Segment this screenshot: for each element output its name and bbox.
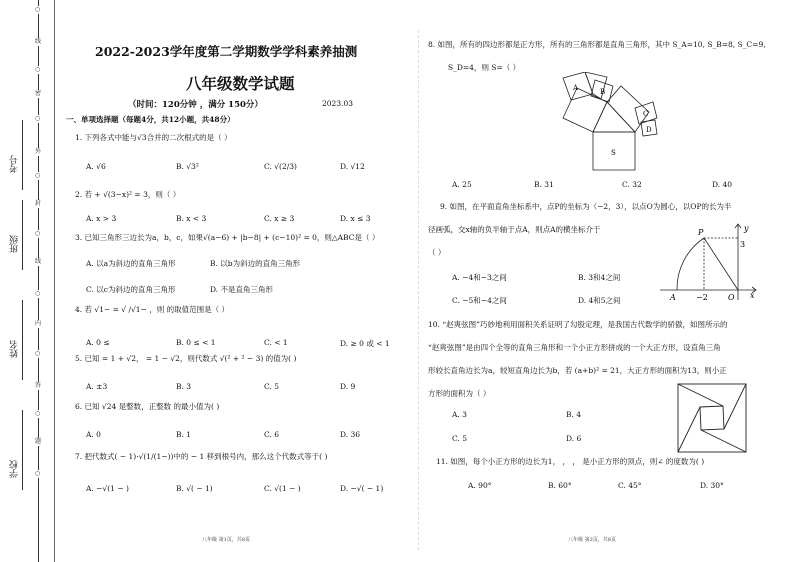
binding-mark-0: ○ [35,6,41,13]
q8-option-B[interactable]: B. 31 [534,180,554,189]
q6-option-D[interactable]: D. 36 [340,430,361,439]
q5-option-C[interactable]: C. 5 [264,382,280,391]
q11-stem: 11. 如图，每个小正方形的边长为1， ， ， 是小正方形的顶点，则∠ 的度数为( ) [436,457,705,466]
school-blank [22,410,23,490]
binding-mark-9: 线 [35,258,42,265]
q9-stem-1: 9. 如图，在平面直角坐标系中，点P的坐标为（−2，3），以点O为圆心，以OP的长为半 [440,202,732,211]
name-label: 姓名 [10,340,20,358]
q9-stem-2: 径画弧，交x轴的负半轴于点A，则点A的横坐标介于 [428,225,601,234]
q6-option-B[interactable]: B. 1 [176,430,192,439]
q10-option-A[interactable]: A. 3 [452,410,467,419]
q10-stem-2: “赵爽弦图”是由四个全等的直角三角形和一个小正方形拼成的一个大正方形，设直角三角 [428,343,721,352]
binding-line-inner [54,0,55,562]
y-label: y [744,224,749,233]
q9-option-C[interactable]: C. −5和−4之间 [452,296,507,305]
q8-option-D[interactable]: D. 40 [712,180,733,189]
q1-option-B[interactable]: B. √3² [176,162,199,171]
q7-stem: 7. 把代数式( − 1)·√(1/(1−))中的 − 1 移到根号内，那么这个代数式等于( ) [75,452,328,461]
q10-stem-4: 方形的面积为（ ） [428,389,491,398]
exam-number-blank [22,120,23,190]
section-title: 一、单项选择题（每题4分，共12小题，共48分） [66,115,235,124]
q10-stem-1: 10. “赵爽弦图”巧妙地利用面积关系证明了勾股定理，是我国古代数学的骄傲，如图所示的 [428,320,728,329]
q3-option-B[interactable]: B. 以b为斜边的直角三角形 [210,259,301,268]
q11-option-D[interactable]: D. 30° [700,481,724,490]
q8-stem-2: S_D=4，则 S=（ ） [448,63,521,72]
exam-subtitle: 八年级数学试题 [186,74,295,93]
name-blank [22,300,23,380]
q5-stem: 5. 已知 = 1 + √2， = 1 − √2，则代数式 √(² + ² − 3) 的值为( ) [75,354,297,363]
school-label: 学校 [10,460,20,478]
p-label: P [698,228,704,237]
q9-stem-3: （ ） [428,248,446,257]
q11-option-A[interactable]: A. 90° [468,481,492,490]
class-blank [22,200,23,270]
q6-stem: 6. 已知 √24 是整数，正整数 的最小值为( ) [75,402,220,411]
exam-title: 2022-2023学年度第二学期数学学科素养抽测 [95,44,358,59]
label-b: B [600,88,606,96]
q11-option-C[interactable]: C. 45° [618,481,642,490]
footer-right: 八年级 第2页，共8页 [568,537,616,543]
q9-option-B[interactable]: B. 3和4之间 [578,273,621,282]
binding-mark-15: 题 [35,438,42,445]
q2-option-A[interactable]: A. x > 3 [86,214,117,223]
label-c: C [643,110,649,118]
q10-option-B[interactable]: B. 4 [566,410,582,419]
class-label: 班级 [10,235,20,253]
q7-option-B[interactable]: B. √( − 1) [176,484,213,493]
page-divider [418,30,419,550]
binding-mark-7: 封 [35,200,42,207]
exam-date: 2023.03 [322,99,354,108]
q4-option-B[interactable]: B. 0 ≤ < 1 [176,338,216,347]
footer-left: 八年级 第1页，共8页 [202,537,250,543]
binding-margin [0,0,55,562]
x-label: x [750,291,755,300]
binding-mark-10: ○ [35,290,41,297]
q6-option-C[interactable]: C. 6 [264,430,280,439]
binding-mark-16: ○ [35,470,41,477]
q8-option-A[interactable]: A. 25 [452,180,472,189]
q2-option-D[interactable]: D. x ≤ 3 [340,214,371,223]
o-label: O [728,293,735,302]
neg2-label: −2 [696,293,708,302]
q4-stem: 4. 若 √1− = √ /√1− ，则 的取值范围是（ ） [75,305,229,314]
q3-option-D[interactable]: D. 不是直角三角形 [210,285,274,294]
binding-mark-8: ○ [35,230,41,237]
q1-option-C[interactable]: C. √(2/3) [264,162,297,171]
q9-option-D[interactable]: D. 4和5之间 [578,296,621,305]
q5-option-D[interactable]: D. 9 [340,382,356,391]
label-d: D [646,126,652,134]
q6-option-A[interactable]: A. 0 [86,430,101,439]
q7-option-D[interactable]: D. −√( − 1) [340,484,384,493]
q3-stem: 3. 已知三角形三边长为a，b，c，如果√(a−6) + |b−8| + (c−10)² = 0，则△ABC是（ ） [75,233,380,242]
binding-mark-4: ○ [35,115,41,122]
q10-option-C[interactable]: C. 5 [452,434,468,443]
q5-option-A[interactable]: A. ±3 [86,382,108,391]
q1-option-A[interactable]: A. √6 [86,162,106,171]
binding-mark-13: 答 [35,382,42,389]
time-info: （时间：120分钟 ，满分 150分） [128,100,263,110]
q9-figure [660,222,760,302]
q1-option-D[interactable]: D. √12 [340,162,365,171]
binding-mark-6: ○ [35,172,41,179]
q8-option-C[interactable]: C. 32 [622,180,642,189]
a-label: A [670,293,676,302]
q3-option-C[interactable]: C. 以c为斜边的直角三角形 [86,285,176,294]
q3-option-A[interactable]: A. 以a为斜边的直角三角形 [86,259,176,268]
binding-mark-1: 线 [35,38,42,45]
q2-option-B[interactable]: B. x < 3 [176,214,207,223]
label-a: A [573,84,579,92]
binding-mark-11: 内 [35,320,42,327]
q8-figure [555,72,665,172]
binding-mark-5: 外 [35,148,42,155]
q4-option-D[interactable]: D. ≥ 0 或 < 1 [340,339,390,348]
label-s: S [611,149,616,157]
q7-option-A[interactable]: A. −√(1 − ) [86,484,129,493]
binding-mark-14: ○ [35,410,41,417]
binding-mark-3: 密 [35,90,42,97]
exam-number-label: 考号 [10,155,20,173]
q5-option-B[interactable]: B. 3 [176,382,192,391]
q11-option-B[interactable]: B. 60° [548,481,572,490]
q9-option-A[interactable]: A. −4和−3之间 [452,273,507,282]
q1-stem: 1. 下列各式中能与√3合并的二次根式的是（ ） [75,133,232,142]
q8-stem-1: 8. 如图，所有的四边形都是正方形，所有的三角形都是直角三角形，其中 S_A=10, S_B=8, S_C=9, [428,40,766,49]
q7-option-C[interactable]: C. √(1 − ) [264,484,301,493]
q2-stem: 2. 若 + √(3−x)² = 3，则（ ） [75,190,181,199]
q4-option-A[interactable]: A. 0 ≤ [86,338,110,347]
q4-option-C[interactable]: C. < 1 [264,338,288,347]
q10-stem-3: 形较长直角边长为a，较短直角边长为b，若 (a+b)² = 21，大正方形的面积为13，则小正 [428,366,727,375]
binding-mark-2: ○ [35,66,41,73]
q2-option-C[interactable]: C. x ≥ 3 [264,214,295,223]
q10-option-D[interactable]: D. 6 [566,434,582,443]
three-label: 3 [740,240,746,249]
zhao-shuang-diagram [676,382,748,454]
binding-mark-12: ○ [35,350,41,357]
